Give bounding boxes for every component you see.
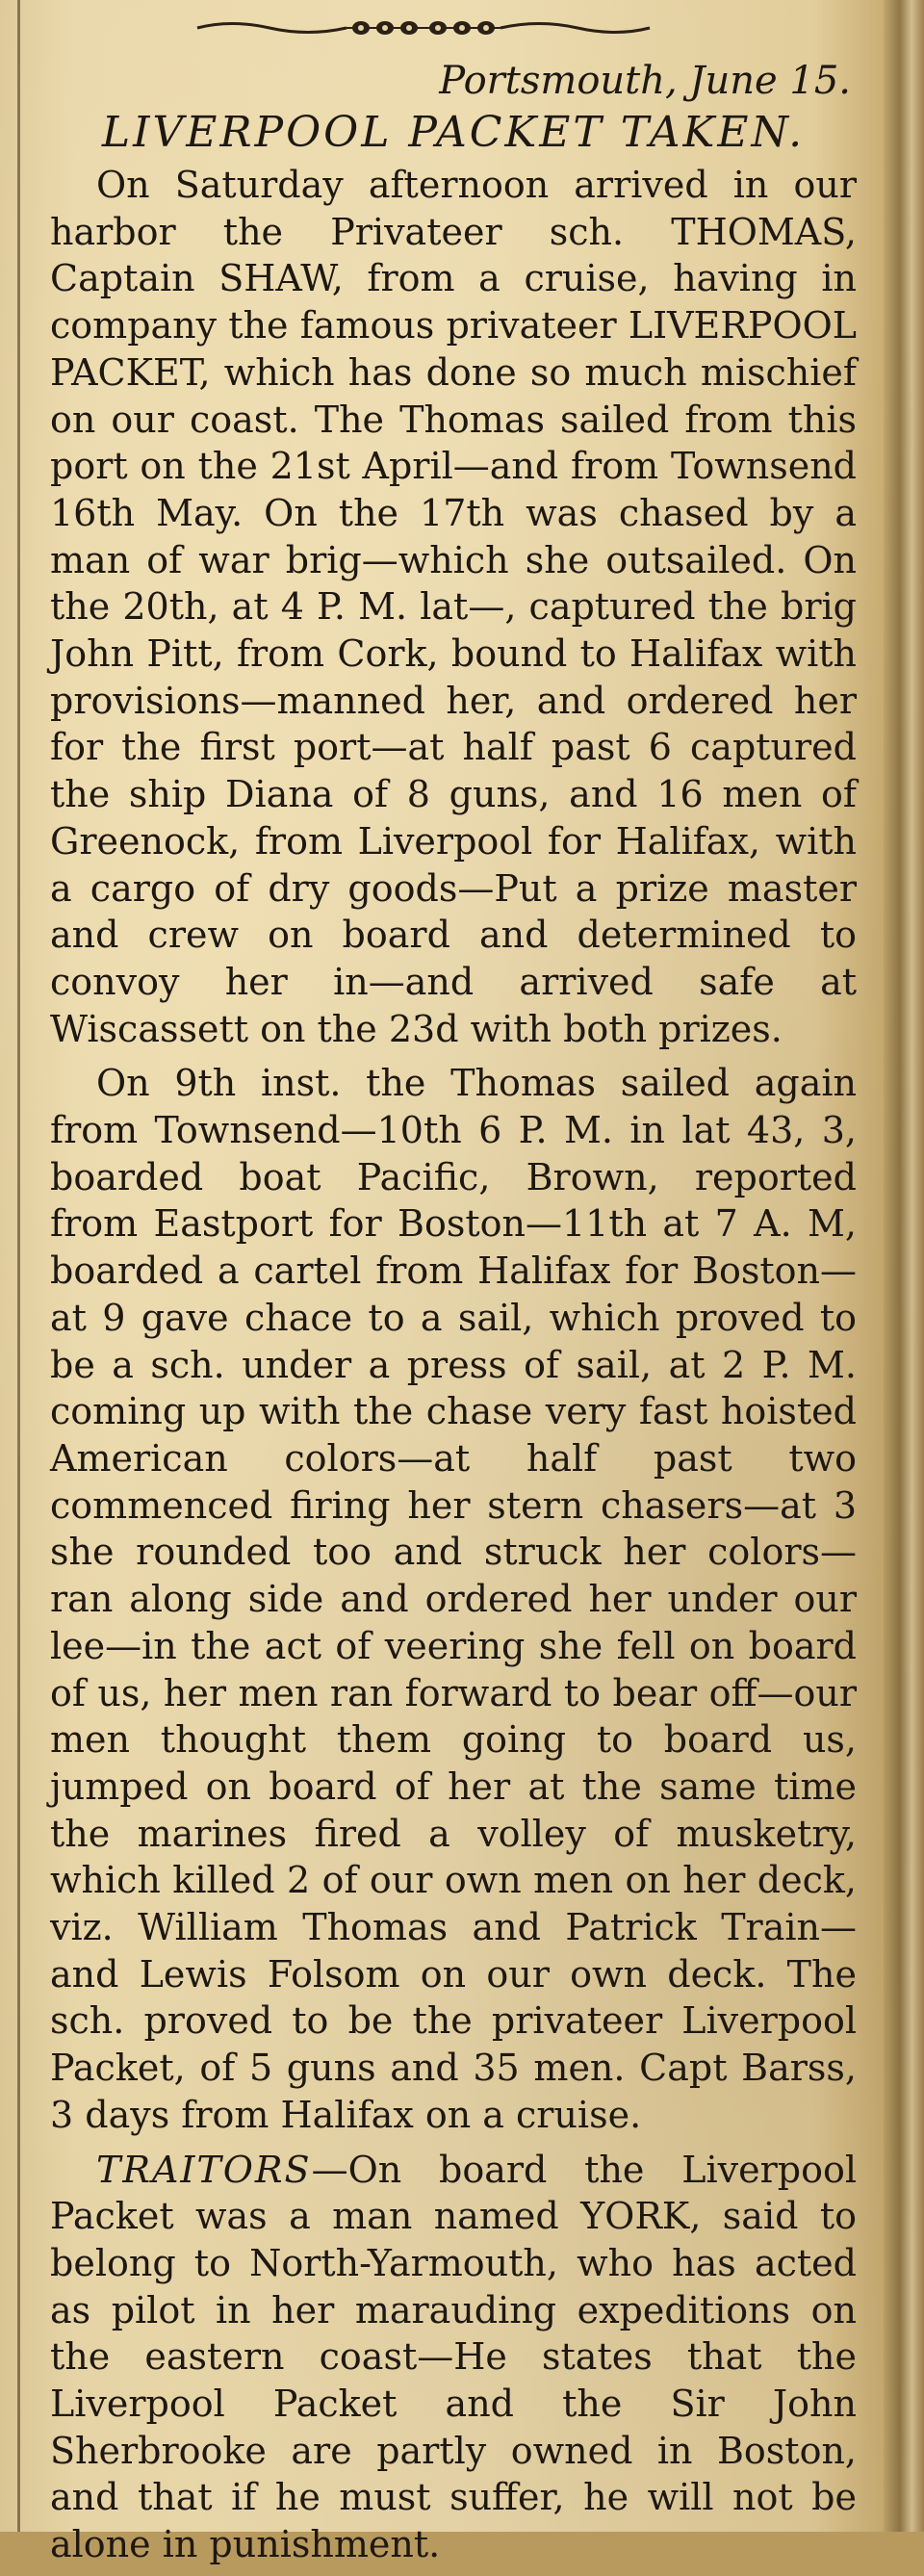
headline: LIVERPOOL PACKET TAKEN. <box>101 108 806 157</box>
dateline: Portsmouth, June 15. <box>439 59 851 103</box>
page-fold <box>884 0 924 2532</box>
traitors-label: TRAITORS <box>96 2148 312 2191</box>
article-paragraph: On 9th inst. the Thomas sailed again from Townsend—10th 6 P. M. in lat 43, 3, boarded boat Pacific, Brown, reported from Eastport for Boston—11th at 7 A. M, boarded a cartel from Halifax for Boston—at 9 gave chace to a sail, which proved to be a sch. under a press of sail, at 2 P. M. coming up with the chase very fast hoisted American colors—at half past two commenced firing her stern chasers—at 3 she rounded too and struck her colors—ran along side and ordered her under our lee—in the act of veering she fell on board of us, her men ran forward to bear off—our men thought them going to board us, jumped on board of her at the same time the marines fired a volley of musketry, which killed 2 of our own men on her deck, viz. William Thomas and Patrick Train—and Lewis Folsom on our own deck. The sch. proved to be the privateer Liverpool Packet, of 5 guns and 35 men. Capt Barss, 3 days from Halifax on a cruise. <box>50 1062 857 2136</box>
traitors-paragraph <box>50 2147 857 2568</box>
article-column <box>50 56 857 2576</box>
article-paragraph: On Saturday afternoon arrived in our harbor the Privateer sch. THOMAS, Captain SHAW, from a cruise, having in company the famous privateer LIVERPOOL PACKET, which has done so much mischief on our coast. The Thomas sailed from this port on the 21st April—and from Townsend 16th May. On the 17th was chased by a man of war brig—which she outsailed. On the 20th, at 4 P. M. lat—, captured the brig John Pitt, from Cork, bound to Halifax with provisions—manned her, and ordered her for the first port—at half past 6 captured the ship Diana of 8 guns, and 16 men of Greenock, from Liverpool for Halifax, with a cargo of dry goods—Put a prize master and crew on board and determined to convoy her in—and arrived safe at Wiscassett on the 23d with both prizes. <box>50 164 857 1050</box>
ornamental-rule-icon <box>192 8 654 48</box>
column-rule <box>17 0 20 2532</box>
traitors-text: —On board the Liverpool Packet was a man named YORK, said to belong to North-Yarmouth, who has acted as pilot in her marauding expeditions on the eastern coast—He states that the Liverpool Packet and the Sir John Sherbrooke are partly owned in Boston, and that if he must suffer, he will not be alone in punishment. <box>50 2148 857 2566</box>
